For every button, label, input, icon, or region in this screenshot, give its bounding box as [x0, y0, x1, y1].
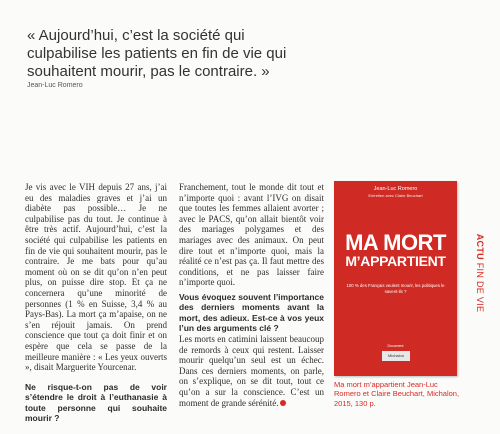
paragraph: Je vis avec le VIH depuis 27 ans, j’ai eu des maladies graves et j’ai un diabète pas possible… Je ne culpabilise pas du tout. Je continue à être très actif. Aujourd’hui, c’est la société qui culpabilise les patients en fin de vie qui souhaitent mourir, pas le contraire. Je me bats pour qu’au moment où on se dit qu’on n’en peut plus, on puisse dire stop. Et ça ne concernera qu’une minorité de personnes (1 % en Suisse, 3,4 % au Pays-Bas). La mort ça m’apaise, on ne s’en réjouit jamais. On prend conscience que tout ça doit finir et on espère que cela se passe de la meilleure manière : « Les yeux ouverts », disait Marguerite Yourcenar.: [25, 182, 167, 373]
book-cover: [334, 181, 457, 376]
quote-line: culpabilise les patients en fin de vie qui: [27, 45, 287, 62]
book-title-line2: M’APPARTIENT: [345, 253, 446, 269]
book-author: Jean-Luc Romero: [373, 186, 418, 192]
book-doc-label: Document: [387, 344, 404, 348]
paragraph-text: Les morts en catimini laissent beaucoup de remords à ceux qui restent. Laisser mourir quelqu’un seul est un échec. Dans ces derniers moments, on parle, on s’explique, on se dit tout, tout ce qu’on a sur la conscience. C’est un moment de grande sérénité.: [179, 333, 324, 408]
section-label: [474, 220, 486, 330]
end-of-article-icon: [280, 400, 286, 406]
article-column-1: [25, 182, 167, 424]
pull-quote: [27, 27, 407, 81]
quote-author: Jean-Luc Romero: [27, 82, 83, 89]
section-name: ACTU: [475, 233, 485, 260]
subsection-name: FIN DE VIE: [475, 262, 485, 313]
book-subtitle: Entretien avec Claire Beuchart: [368, 193, 423, 198]
book-tagline: 100 % des Français veulent mourir, les politiques le savent-ils ?: [346, 283, 445, 294]
quote-line: souhaitent mourir, pas le contraire. »: [27, 63, 270, 80]
paragraph: [179, 334, 324, 408]
article-column-2: [179, 182, 324, 408]
interview-question: Vous évoquez souvent l’importance des derniers moments avant la mort, des adieux. Est-ce à vos yeux l’un des arguments clé ?: [179, 291, 324, 334]
book-title-line1: MA MORT: [345, 230, 446, 255]
publisher-logo: Michalon: [382, 351, 410, 361]
quote-line: « Aujourd’hui, c’est la société qui: [27, 27, 245, 44]
interview-question: Ne risque-t-on pas de voir s’étendre le droit à l’euthanasie à toute personne qui souhaite mourir ?: [25, 381, 167, 424]
paragraph: Franchement, tout le monde dit tout et n’importe quoi : avant l’IVG on disait que toutes les femmes allaient avorter ; avec le PACS, qu’on allait bientôt voir des mariages polygames et des mariages avec des animaux. On peut dire tout et n’importe quoi, mais la réalité ce n’est pas ça. Il faut mettre des conditions, et ne pas laisser faire n’importe quoi.: [179, 182, 324, 288]
book-caption: Ma mort m’appartient Jean-Luc Romero et Claire Beuchart, Michalon, 2015, 130 p.: [334, 380, 460, 408]
